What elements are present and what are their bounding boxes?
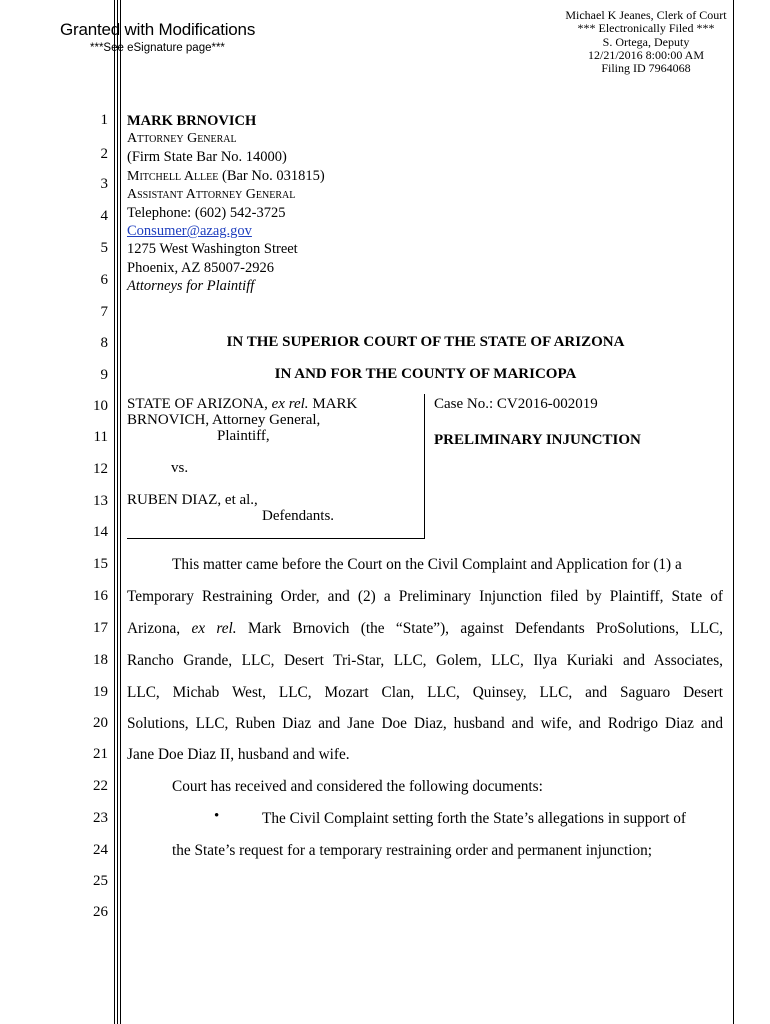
attorney-general-title: Attorney General (127, 131, 237, 147)
line-number: 6 (100, 272, 108, 288)
counsel-role: Attorneys for Plaintiff (127, 277, 255, 294)
line-number: 19 (93, 684, 108, 700)
deputy-name: S. Ortega, Deputy (602, 34, 690, 49)
filing-id: Filing ID 7964068 (601, 61, 691, 76)
body-line-17-a: Arizona, (127, 620, 192, 637)
court-heading-line1: IN THE SUPERIOR COURT OF THE STATE OF ARIZONA (226, 334, 625, 350)
body-line-21: Jane Doe Diaz II, husband and wife. (127, 746, 350, 763)
counsel-block (127, 112, 325, 295)
margin-rule-left-third (120, 0, 121, 1024)
line-number: 7 (100, 304, 108, 320)
margin-rule-left-outer (114, 0, 115, 1024)
body-line-22: Court has received and considered the following documents: (172, 778, 543, 795)
body-line-20: Solutions, LLC, Ruben Diaz and Jane Doe Diaz, husband and wife, and Rodrigo Diaz and (127, 715, 723, 732)
ruling-stamp-title: Granted with Modifications (60, 20, 256, 39)
body-line-17-c: Mark Brnovich (the “State”), against Defendants ProSolutions, LLC, (236, 620, 723, 637)
email-link[interactable]: Consumer@azag.gov (127, 223, 252, 240)
plaintiff-relator: MARK (308, 396, 358, 412)
assistant-attorney-title: Assistant Attorney General (127, 186, 296, 202)
city-address: Phoenix, AZ 85007-2926 (127, 259, 275, 276)
case-number: Case No.: CV2016-002019 (434, 396, 598, 412)
line-number: 17 (93, 620, 108, 636)
line-number: 14 (93, 524, 108, 540)
margin-rule-right (733, 0, 734, 1024)
body-line-19: LLC, Michab West, LLC, Mozart Clan, LLC, Quinsey, LLC, and Saguaro Desert (127, 684, 723, 701)
plaintiff-line2: BRNOVICH, Attorney General, (127, 412, 321, 428)
case-info (434, 396, 641, 449)
document-title: PRELIMINARY INJUNCTION (434, 432, 641, 448)
assistant-attorney-name: Mitchell Allee (127, 168, 219, 184)
defendant-label: Defendants. (262, 508, 335, 524)
line-number: 13 (93, 493, 108, 509)
caption-divider-vertical (424, 394, 425, 539)
body-line-16: Temporary Restraining Order, and (2) a Preliminary Injunction filed by Plaintiff, State of (127, 588, 723, 605)
line-number: 8 (100, 335, 108, 351)
body-line-15: This matter came before the Court on the Civil Complaint and Application for (1) a (172, 556, 682, 573)
margin-rule-left-inner (117, 0, 118, 1024)
line-number: 1 (100, 112, 108, 128)
clerk-name: Michael K Jeanes, Clerk of Court (565, 8, 727, 22)
street-address: 1275 West Washington Street (127, 241, 298, 258)
line-number: 24 (93, 842, 108, 858)
line-number: 23 (93, 810, 108, 826)
court-heading-line2: IN AND FOR THE COUNTY OF MARICOPA (274, 366, 577, 382)
line-number: 20 (93, 715, 108, 731)
clerk-filing-block (556, 9, 736, 75)
body-line-23: The Civil Complaint setting forth the State’s allegations in support of (262, 810, 687, 827)
firm-bar-number: (Firm State Bar No. 14000) (127, 149, 287, 166)
body-line-18: Rancho Grande, LLC, Desert Tri-Star, LLC, Golem, LLC, Ilya Kuriaki and Associates, (127, 652, 723, 669)
line-number: 3 (100, 176, 108, 192)
line-number: 26 (93, 904, 108, 920)
plaintiff-line1 (127, 396, 427, 412)
line-number: 9 (100, 367, 108, 383)
line-number: 18 (93, 652, 108, 668)
plaintiff-state: STATE OF ARIZONA, (127, 396, 272, 412)
line-number: 10 (93, 398, 108, 414)
line-number: 2 (100, 146, 108, 162)
line-number: 22 (93, 778, 108, 794)
ruling-stamp-subtitle: ***See eSignature page*** (90, 42, 225, 54)
body-line-24: the State’s request for a temporary restraining order and permanent injunction; (172, 842, 652, 859)
line-number: 16 (93, 588, 108, 604)
filing-status: *** Electronically Filed *** (577, 21, 715, 36)
assistant-attorney-bar: (Bar No. 031815) (218, 167, 325, 184)
plaintiff-ex-rel: ex rel. (271, 396, 309, 412)
body-line-17 (127, 620, 723, 638)
attorney-general-name: MARK BRNOVICH (127, 113, 257, 129)
plaintiff-label: Plaintiff, (217, 428, 270, 444)
line-number: 25 (93, 873, 108, 889)
case-caption (127, 396, 427, 524)
assistant-attorney (127, 167, 325, 186)
line-number: 12 (93, 461, 108, 477)
body-line-17-ex-rel: ex rel. (191, 620, 237, 637)
line-number: 15 (93, 556, 108, 572)
bullet-icon: • (214, 808, 220, 824)
versus: vs. (171, 460, 189, 476)
line-number: 5 (100, 240, 108, 256)
caption-divider-horizontal (127, 538, 425, 539)
line-number: 11 (93, 429, 108, 445)
telephone: Telephone: (602) 542-3725 (127, 205, 286, 222)
filing-timestamp: 12/21/2016 8:00:00 AM (587, 47, 704, 62)
defendant-name: RUBEN DIAZ, et al., (127, 492, 258, 508)
ruling-stamp (60, 20, 255, 54)
line-number: 21 (93, 746, 108, 762)
line-number: 4 (100, 208, 108, 224)
